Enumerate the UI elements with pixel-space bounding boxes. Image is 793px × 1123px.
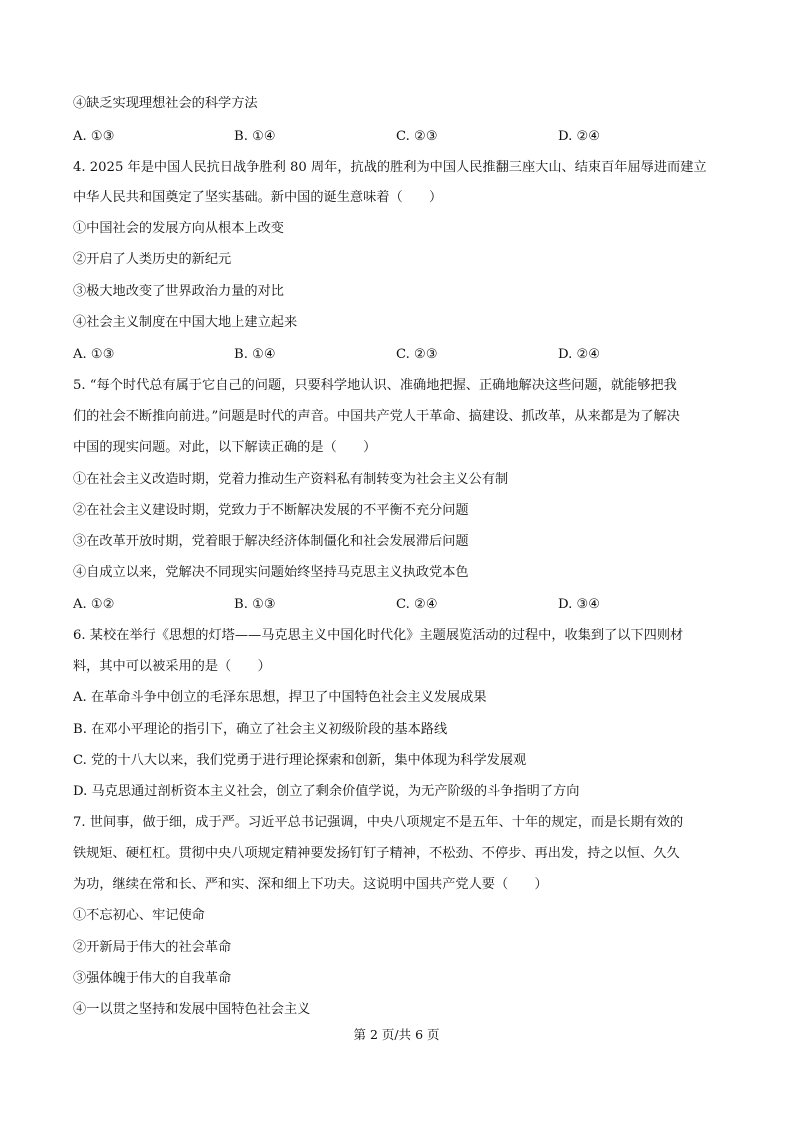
q5-option-b: B. ①③ xyxy=(234,597,276,612)
q7-statement-2: ②开新局于伟大的社会革命 xyxy=(73,940,232,955)
page-number-footer: 第 2 页/共 6 页 xyxy=(353,1027,440,1042)
q3-statement-4: ④缺乏实现理想社会的科学方法 xyxy=(73,96,258,111)
q4-option-a: A. ①③ xyxy=(73,347,115,362)
q4-stem-line-1: 4. 2025 年是中国人民抗日战争胜利 80 周年，抗战的胜利为中国人民推翻三座大山、结束百年屈辱进而建立 xyxy=(73,160,707,175)
q5-option-d: D. ③④ xyxy=(558,597,601,612)
q4-statement-2: ②开启了人类历史的新纪元 xyxy=(73,252,232,267)
q5-options xyxy=(73,596,723,614)
q5-option-a: A. ①② xyxy=(73,597,115,612)
q5-statement-1: ①在社会主义改造时期，党着力推动生产资料私有制转变为社会主义公有制 xyxy=(73,472,509,487)
q5-stem-line-2: 们的社会不断推向前进。”问题是时代的声音。中国共产党人干革命、搞建设、抓改革，从来都是为了解决 xyxy=(73,409,680,424)
q6-choice-d: D. 马克思通过剖析资本主义社会，创立了剩余价值学说，为无产阶级的斗争指明了方向 xyxy=(73,784,580,799)
q3-option-a: A. ①③ xyxy=(73,129,115,144)
q4-stem-line-2: 中华人民共和国奠定了坚实基础。新中国的诞生意味着（ ） xyxy=(73,190,443,205)
q4-statement-4: ④社会主义制度在中国大地上建立起来 xyxy=(73,315,298,330)
q7-stem-line-1: 7. 世间事，做于细，成于严。习近平总书记强调，中央八项规定不是五年、十年的规定，而是长期有效的 xyxy=(73,815,684,830)
q3-option-c: C. ②③ xyxy=(396,129,438,144)
q7-statement-1: ①不忘初心、牢记使命 xyxy=(73,908,205,923)
q7-statement-4: ④一以贯之坚持和发展中国特色社会主义 xyxy=(73,1002,311,1017)
q7-statement-3: ③强体魄于伟大的自我革命 xyxy=(73,971,232,986)
q5-statement-4: ④自成立以来，党解决不同现实问题始终坚持马克思主义执政党本色 xyxy=(73,565,469,580)
q7-stem-line-2: 铁规矩、硬杠杠。贯彻中央八项规定精神要发扬钉钉子精神，不松劲、不停步、再出发，持之以恒、久久 xyxy=(73,846,680,861)
q4-options xyxy=(73,346,723,364)
q3-option-b: B. ①④ xyxy=(234,129,276,144)
q6-choice-a: A. 在革命斗争中创立的毛泽东思想，捍卫了中国特色社会主义发展成果 xyxy=(73,690,487,705)
q5-option-c: C. ②④ xyxy=(396,597,438,612)
q6-stem-line-1: 6. 某校在举行《思想的灯塔——马克思主义中国化时代化》主题展览活动的过程中，收集到了以下四则材 xyxy=(73,628,684,643)
q5-stem-line-3: 中国的现实问题。对此，以下解读正确的是（ ） xyxy=(73,440,377,455)
q7-stem-line-3: 为功，继续在常和长、严和实、深和细上下功夫。这说明中国共产党人要（ ） xyxy=(73,877,548,892)
q5-statement-3: ③在改革开放时期，党着眼于解决经济体制僵化和社会发展滞后问题 xyxy=(73,534,469,549)
q4-option-d: D. ②④ xyxy=(558,347,601,362)
q4-statement-3: ③极大地改变了世界政治力量的对比 xyxy=(73,284,284,299)
q4-option-c: C. ②③ xyxy=(396,347,438,362)
q6-stem-line-2: 料，其中可以被采用的是（ ） xyxy=(73,659,271,674)
q6-choice-b: B. 在邓小平理论的指引下，确立了社会主义初级阶段的基本路线 xyxy=(73,722,448,737)
q3-options xyxy=(73,128,723,146)
q4-statement-1: ①中国社会的发展方向从根本上改变 xyxy=(73,221,284,236)
q6-choice-c: C. 党的十八大以来，我们党勇于进行理论探索和创新，集中体现为科学发展观 xyxy=(73,753,527,768)
q5-stem-line-1: 5. “每个时代总有属于它自己的问题，只要科学地认识、准确地把握、正确地解决这些问题，就能够把我 xyxy=(73,378,677,393)
q3-option-d: D. ②④ xyxy=(558,129,601,144)
q5-statement-2: ②在社会主义建设时期，党致力于不断解决发展的不平衡不充分问题 xyxy=(73,503,469,518)
q4-option-b: B. ①④ xyxy=(234,347,276,362)
